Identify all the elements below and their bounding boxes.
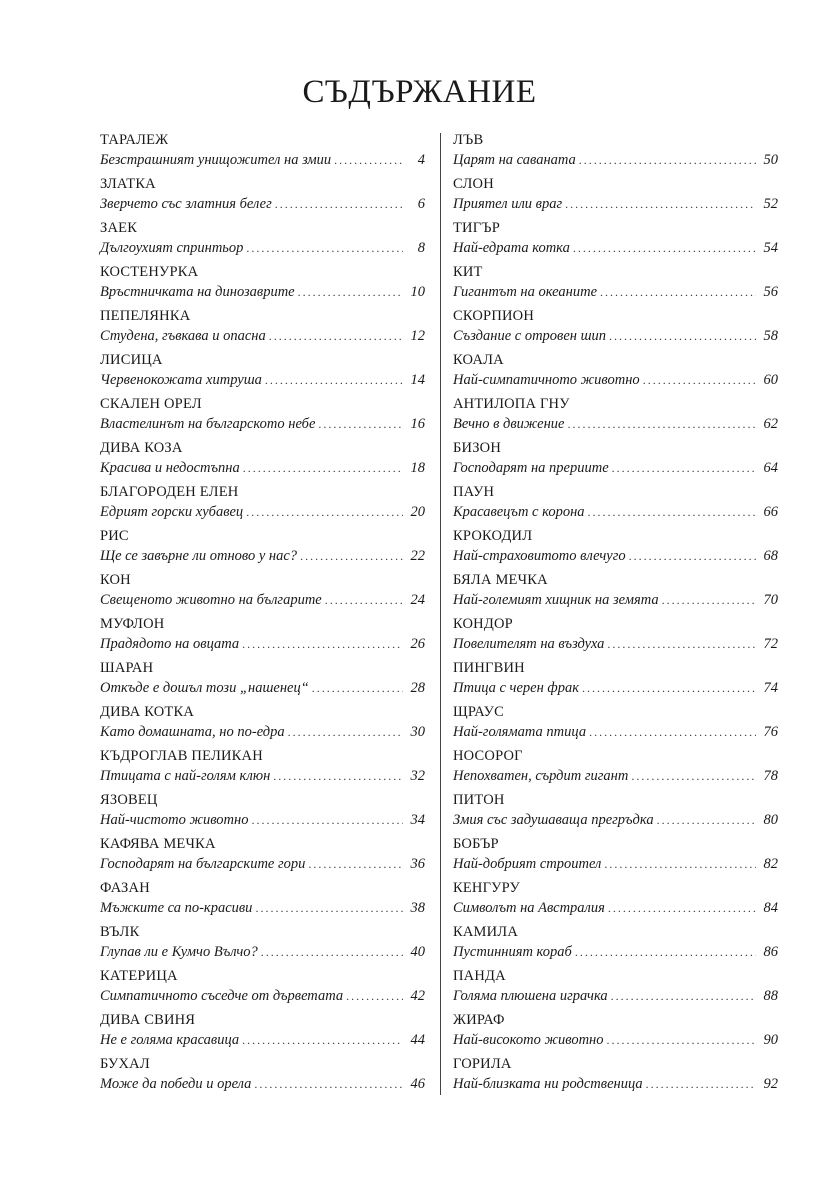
toc-entry-title: СКОРПИОН <box>453 308 535 324</box>
toc-entry <box>453 922 778 966</box>
dot-leader <box>269 326 403 346</box>
toc-entry <box>453 1010 778 1054</box>
toc-entry <box>453 218 778 262</box>
dot-leader <box>242 1030 403 1050</box>
toc-entry-page-number: 38 <box>410 900 425 916</box>
toc-entry <box>453 306 778 350</box>
toc-entry-subtitle: Не е голяма красавица <box>100 1032 240 1048</box>
toc-entry-page-number: 4 <box>417 152 425 168</box>
dot-leader <box>275 194 403 214</box>
toc-entry-subtitle: Най-високото животно <box>453 1032 604 1048</box>
toc-entry <box>453 262 778 306</box>
toc-entry-subtitle: Господарят на прериите <box>453 460 609 476</box>
toc-entry <box>100 218 425 262</box>
toc-entry <box>100 262 425 306</box>
toc-entry-title: ВЪЛК <box>100 924 140 940</box>
toc-entry-title: ДИВА СВИНЯ <box>100 1012 196 1028</box>
toc-entry <box>100 526 425 570</box>
toc-entry-line <box>100 634 425 654</box>
toc-entry-title: КИТ <box>453 264 483 280</box>
toc-entry-page-number: 40 <box>410 944 425 960</box>
toc-entry-title: КАТЕРИЦА <box>100 968 178 984</box>
toc-entry-title: ЗЛАТКА <box>100 176 156 192</box>
dot-leader <box>298 282 403 302</box>
dot-leader <box>611 986 756 1006</box>
toc-entry-subtitle: Ще се завърне ли отново у нас? <box>100 548 298 564</box>
toc-entry-page-number: 50 <box>763 152 778 168</box>
toc-entry-title: ПЕПЕЛЯНКА <box>100 308 191 324</box>
toc-entry-title: ЩРАУС <box>453 704 504 720</box>
toc-entry-page-number: 92 <box>763 1076 778 1092</box>
toc-entry <box>100 394 425 438</box>
toc-entry-subtitle: Най-близката ни родственица <box>453 1076 643 1092</box>
toc-entry-title: ГОРИЛА <box>453 1056 512 1072</box>
toc-entry-subtitle: Голяма плюшена играчка <box>453 988 608 1004</box>
toc-entry <box>100 834 425 878</box>
toc-entry-title: КОН <box>100 572 131 588</box>
toc-entry-page-number: 86 <box>763 944 778 960</box>
toc-entry-page-number: 12 <box>410 328 425 344</box>
toc-entry-page-number: 52 <box>763 196 778 212</box>
toc-entry-title: ДИВА КОТКА <box>100 704 194 720</box>
toc-entry <box>100 790 425 834</box>
toc-entry-title: ДИВА КОЗА <box>100 440 183 456</box>
toc-entry <box>100 130 425 174</box>
toc-entry-page-number: 76 <box>763 724 778 740</box>
toc-entry-line <box>453 370 778 390</box>
toc-entry-page-number: 58 <box>763 328 778 344</box>
dot-leader <box>589 722 756 742</box>
toc-entry-subtitle: Дългоухият спринтьор <box>100 240 244 256</box>
toc-entry-subtitle: Като домашната, но по-едра <box>100 724 285 740</box>
toc-entry-line <box>453 150 778 170</box>
toc-entry-page-number: 30 <box>410 724 425 740</box>
toc-entry-page-number: 36 <box>410 856 425 872</box>
dot-leader <box>255 898 403 918</box>
toc-entry-title: ЛЪВ <box>453 132 484 148</box>
toc-entry-subtitle: Най-големият хищник на земята <box>453 592 659 608</box>
toc-entry <box>453 570 778 614</box>
toc-entry-line <box>453 942 778 962</box>
toc-entry-page-number: 18 <box>410 460 425 476</box>
toc-entry-title: ТАРАЛЕЖ <box>100 132 169 148</box>
toc-entry-subtitle: Змия със задушаваща прегръдка <box>453 812 654 828</box>
toc-entry-subtitle: Птица с черен фрак <box>453 680 579 696</box>
toc-entry-subtitle: Безстрашният унищожител на змии <box>100 152 332 168</box>
toc-entry-page-number: 68 <box>763 548 778 564</box>
toc-entry-page-number: 62 <box>763 416 778 432</box>
toc-entry-line <box>453 194 778 214</box>
toc-entry-title: СЛОН <box>453 176 494 192</box>
toc-entry <box>100 746 425 790</box>
toc-entry-subtitle: Най-симпатичното животно <box>453 372 640 388</box>
toc-entry-line <box>453 238 778 258</box>
toc-entry-subtitle: Царят на саваната <box>453 152 576 168</box>
toc-entry-title: БИЗОН <box>453 440 502 456</box>
dot-leader <box>265 370 403 390</box>
toc-entry-line <box>453 810 778 830</box>
toc-entry-line <box>100 414 425 434</box>
dot-leader <box>300 546 403 566</box>
dot-leader <box>346 986 403 1006</box>
toc-entry <box>453 746 778 790</box>
toc-entry-title: ЛИСИЦА <box>100 352 163 368</box>
toc-entry-line <box>453 1074 778 1094</box>
dot-leader <box>312 678 403 698</box>
toc-entry-page-number: 6 <box>417 196 425 212</box>
toc-entry-subtitle: Властелинът на българското небе <box>100 416 316 432</box>
dot-leader <box>631 766 756 786</box>
dot-leader <box>575 942 756 962</box>
dot-leader <box>334 150 403 170</box>
toc-entry-subtitle: Прадядото на овцата <box>100 636 240 652</box>
toc-entry-title: ПИНГВИН <box>453 660 525 676</box>
toc-entry-line <box>100 722 425 742</box>
toc-entry-title: КЕНГУРУ <box>453 880 521 896</box>
dot-leader <box>568 414 757 434</box>
dot-leader <box>608 898 756 918</box>
toc-entry-page-number: 56 <box>763 284 778 300</box>
dot-leader <box>643 370 756 390</box>
dot-leader <box>243 458 403 478</box>
toc-entry-page-number: 32 <box>410 768 425 784</box>
toc-entry <box>453 174 778 218</box>
toc-entry <box>453 482 778 526</box>
toc-entry-line <box>453 854 778 874</box>
dot-leader <box>308 854 403 874</box>
toc-entry-page-number: 26 <box>410 636 425 652</box>
toc-entry-line <box>453 678 778 698</box>
toc-entry-line <box>100 282 425 302</box>
toc-entry-title: КОСТЕНУРКА <box>100 264 199 280</box>
toc-entry-subtitle: Вечно в движение <box>453 416 565 432</box>
dot-leader <box>662 590 756 610</box>
toc-entry-subtitle: Господарят на българските гори <box>100 856 306 872</box>
dot-leader <box>254 1074 403 1094</box>
dot-leader <box>588 502 756 522</box>
toc-entry-subtitle: Пустинният кораб <box>453 944 572 960</box>
toc-entry-page-number: 72 <box>763 636 778 652</box>
toc-entry-line <box>453 986 778 1006</box>
toc-right-column <box>453 130 778 1098</box>
toc-entry <box>100 438 425 482</box>
toc-entry <box>100 306 425 350</box>
toc-entry <box>100 966 425 1010</box>
toc-entry-subtitle: Най-чистото животно <box>100 812 249 828</box>
toc-entry-line <box>453 458 778 478</box>
toc-entry-line <box>453 414 778 434</box>
toc-entry <box>100 658 425 702</box>
toc-entry-line <box>100 502 425 522</box>
toc-entry <box>453 966 778 1010</box>
dot-leader <box>325 590 403 610</box>
toc-entry-subtitle: Създание с отровен шип <box>453 328 607 344</box>
toc-entry-line <box>453 1030 778 1050</box>
toc-entry-title: АНТИЛОПА ГНУ <box>453 396 570 412</box>
dot-leader <box>246 238 403 258</box>
toc-entry <box>100 482 425 526</box>
toc-entry-title: СКАЛЕН ОРЕЛ <box>100 396 202 412</box>
toc-entry-page-number: 46 <box>410 1076 425 1092</box>
toc-entry-page-number: 82 <box>763 856 778 872</box>
dot-leader <box>288 722 403 742</box>
toc-entry-page-number: 34 <box>410 812 425 828</box>
toc-entry-subtitle: Едрият горски хубавец <box>100 504 244 520</box>
toc-entry-line <box>100 458 425 478</box>
toc-entry <box>453 614 778 658</box>
toc-entry <box>453 350 778 394</box>
toc-entry <box>453 438 778 482</box>
dot-leader <box>261 942 403 962</box>
dot-leader <box>246 502 403 522</box>
toc-entry-page-number: 14 <box>410 372 425 388</box>
toc-entry-subtitle: Глупав ли е Кумчо Вълчо? <box>100 944 258 960</box>
toc-entry-title: БЛАГОРОДЕН ЕЛЕН <box>100 484 239 500</box>
toc-entry <box>100 878 425 922</box>
toc-entry-title: КРОКОДИЛ <box>453 528 533 544</box>
toc-entry-subtitle: Може да победи и орела <box>100 1076 252 1092</box>
toc-entry-line <box>100 150 425 170</box>
toc-entry-line <box>100 986 425 1006</box>
toc-entry-page-number: 16 <box>410 416 425 432</box>
toc-entry-line <box>453 326 778 346</box>
toc-entry <box>453 1054 778 1098</box>
toc-entry-page-number: 54 <box>763 240 778 256</box>
toc-entry-line <box>100 766 425 786</box>
toc-entry-page-number: 44 <box>410 1032 425 1048</box>
toc-entry <box>100 570 425 614</box>
toc-entry-title: ЖИРАФ <box>453 1012 505 1028</box>
toc-entry <box>453 394 778 438</box>
toc-entry-title: КОНДОР <box>453 616 513 632</box>
toc-entry-subtitle: Красавецът с корона <box>453 504 585 520</box>
toc-entry-page-number: 60 <box>763 372 778 388</box>
toc-entry-subtitle: Симпатичното съседче от дърветата <box>100 988 344 1004</box>
toc-entry-line <box>100 194 425 214</box>
page-title: СЪДЪРЖАНИЕ <box>302 74 537 110</box>
toc-entry-line <box>453 282 778 302</box>
toc-entry-page-number: 74 <box>763 680 778 696</box>
dot-leader <box>318 414 403 434</box>
toc-entry-page-number: 24 <box>410 592 425 608</box>
toc-entry-line <box>100 1030 425 1050</box>
toc-entry-line <box>453 590 778 610</box>
toc-entry-subtitle: Най-страховитото влечуго <box>453 548 626 564</box>
toc-entry-title: ФАЗАН <box>100 880 150 896</box>
toc-entry-page-number: 8 <box>417 240 425 256</box>
toc-entry <box>453 790 778 834</box>
toc-entry-title: ТИГЪР <box>453 220 501 236</box>
toc-entry-line <box>453 502 778 522</box>
toc-entry-title: БЯЛА МЕЧКА <box>453 572 548 588</box>
toc-entry-subtitle: Красива и недостъпна <box>100 460 240 476</box>
toc-entry-page-number: 80 <box>763 812 778 828</box>
toc-entry-subtitle: Най-едрата котка <box>453 240 570 256</box>
toc-entry-line <box>100 238 425 258</box>
dot-leader <box>251 810 403 830</box>
toc-entry-title: БОБЪР <box>453 836 499 852</box>
dot-leader <box>629 546 756 566</box>
toc-entry-title: ПАНДА <box>453 968 506 984</box>
toc-entry-title: РИС <box>100 528 129 544</box>
toc-entry-page-number: 42 <box>410 988 425 1004</box>
toc-entry-subtitle: Студена, гъвкава и опасна <box>100 328 266 344</box>
toc-entry-page-number: 90 <box>763 1032 778 1048</box>
dot-leader <box>573 238 756 258</box>
toc-entry-subtitle: Откъде е дошъл този „нашенец“ <box>100 680 309 696</box>
toc-entry-line <box>100 370 425 390</box>
toc-entry-title: НОСОРОГ <box>453 748 523 764</box>
toc-entry-subtitle: Най-голямата птица <box>453 724 587 740</box>
toc-entry-line <box>453 546 778 566</box>
toc-entry-line <box>100 546 425 566</box>
toc-entry <box>100 702 425 746</box>
toc-entry-line <box>100 942 425 962</box>
toc-entry-subtitle: Символът на Австралия <box>453 900 605 916</box>
toc-entry-page-number: 66 <box>763 504 778 520</box>
dot-leader <box>604 854 756 874</box>
toc-entry-page-number: 64 <box>763 460 778 476</box>
toc-entry-subtitle: Непохватен, сърдит гигант <box>453 768 629 784</box>
dot-leader <box>582 678 756 698</box>
toc-entry-line <box>100 590 425 610</box>
toc-entry-title: КАФЯВА МЕЧКА <box>100 836 216 852</box>
toc-entry-title: КОАЛА <box>453 352 504 368</box>
toc-entry-title: КАМИЛА <box>453 924 519 940</box>
toc-entry <box>453 130 778 174</box>
toc-entry-title: МУФЛОН <box>100 616 165 632</box>
toc-entry <box>100 922 425 966</box>
toc-entry-page-number: 28 <box>410 680 425 696</box>
toc-entry-title: ПИТОН <box>453 792 505 808</box>
toc-entry-subtitle: Червенокожата хитруша <box>100 372 262 388</box>
column-divider <box>440 133 441 1095</box>
dot-leader <box>609 326 756 346</box>
toc-entry-subtitle: Най-добрият строител <box>453 856 602 872</box>
toc-entry-title: ЯЗОВЕЦ <box>100 792 158 808</box>
dot-leader <box>565 194 756 214</box>
toc-entry-page-number: 84 <box>763 900 778 916</box>
toc-entry-subtitle: Връстничката на динозаврите <box>100 284 295 300</box>
dot-leader <box>273 766 403 786</box>
toc-entry-subtitle: Свещеното животно на българите <box>100 592 322 608</box>
toc-entry-page-number: 10 <box>410 284 425 300</box>
dot-leader <box>646 1074 756 1094</box>
dot-leader <box>607 634 756 654</box>
toc-entry-title: ПАУН <box>453 484 495 500</box>
toc-entry-line <box>100 1074 425 1094</box>
toc-entry-page-number: 70 <box>763 592 778 608</box>
toc-entry-line <box>100 678 425 698</box>
toc-entry <box>453 834 778 878</box>
toc-entry-line <box>453 766 778 786</box>
toc-entry-title: ЗАЕК <box>100 220 138 236</box>
toc-entry <box>100 174 425 218</box>
toc-entry-subtitle: Гигантът на океаните <box>453 284 598 300</box>
toc-entry-subtitle: Зверчето със златния белег <box>100 196 272 212</box>
toc-entry <box>100 614 425 658</box>
toc-entry-line <box>100 810 425 830</box>
dot-leader <box>579 150 756 170</box>
dot-leader <box>657 810 756 830</box>
toc-left-column <box>100 130 425 1098</box>
toc-entry-subtitle: Мъжките са по-красиви <box>100 900 253 916</box>
toc-entry-page-number: 22 <box>410 548 425 564</box>
toc-entry <box>453 658 778 702</box>
toc-entry-subtitle: Повелителят на въздуха <box>453 636 605 652</box>
toc-entry <box>100 1054 425 1098</box>
toc-entry-title: КЪДРОГЛАВ ПЕЛИКАН <box>100 748 263 764</box>
toc-entry-page-number: 88 <box>763 988 778 1004</box>
toc-entry-title: БУХАЛ <box>100 1056 150 1072</box>
dot-leader <box>612 458 756 478</box>
toc-entry-title: ШАРАН <box>100 660 154 676</box>
toc-entry <box>453 878 778 922</box>
toc-entry <box>453 526 778 570</box>
toc-entry-line <box>453 722 778 742</box>
toc-entry-subtitle: Птицата с най-голям клюн <box>100 768 271 784</box>
dot-leader <box>600 282 756 302</box>
toc-entry-line <box>100 854 425 874</box>
toc-entry-subtitle: Приятел или враг <box>453 196 563 212</box>
toc-entry <box>100 1010 425 1054</box>
toc-entry-line <box>100 898 425 918</box>
toc-entry-line <box>453 634 778 654</box>
toc-entry-page-number: 20 <box>410 504 425 520</box>
toc-entry-page-number: 78 <box>763 768 778 784</box>
toc-entry-line <box>100 326 425 346</box>
dot-leader <box>242 634 403 654</box>
toc-entry-line <box>453 898 778 918</box>
dot-leader <box>607 1030 756 1050</box>
toc-entry <box>100 350 425 394</box>
toc-entry <box>453 702 778 746</box>
